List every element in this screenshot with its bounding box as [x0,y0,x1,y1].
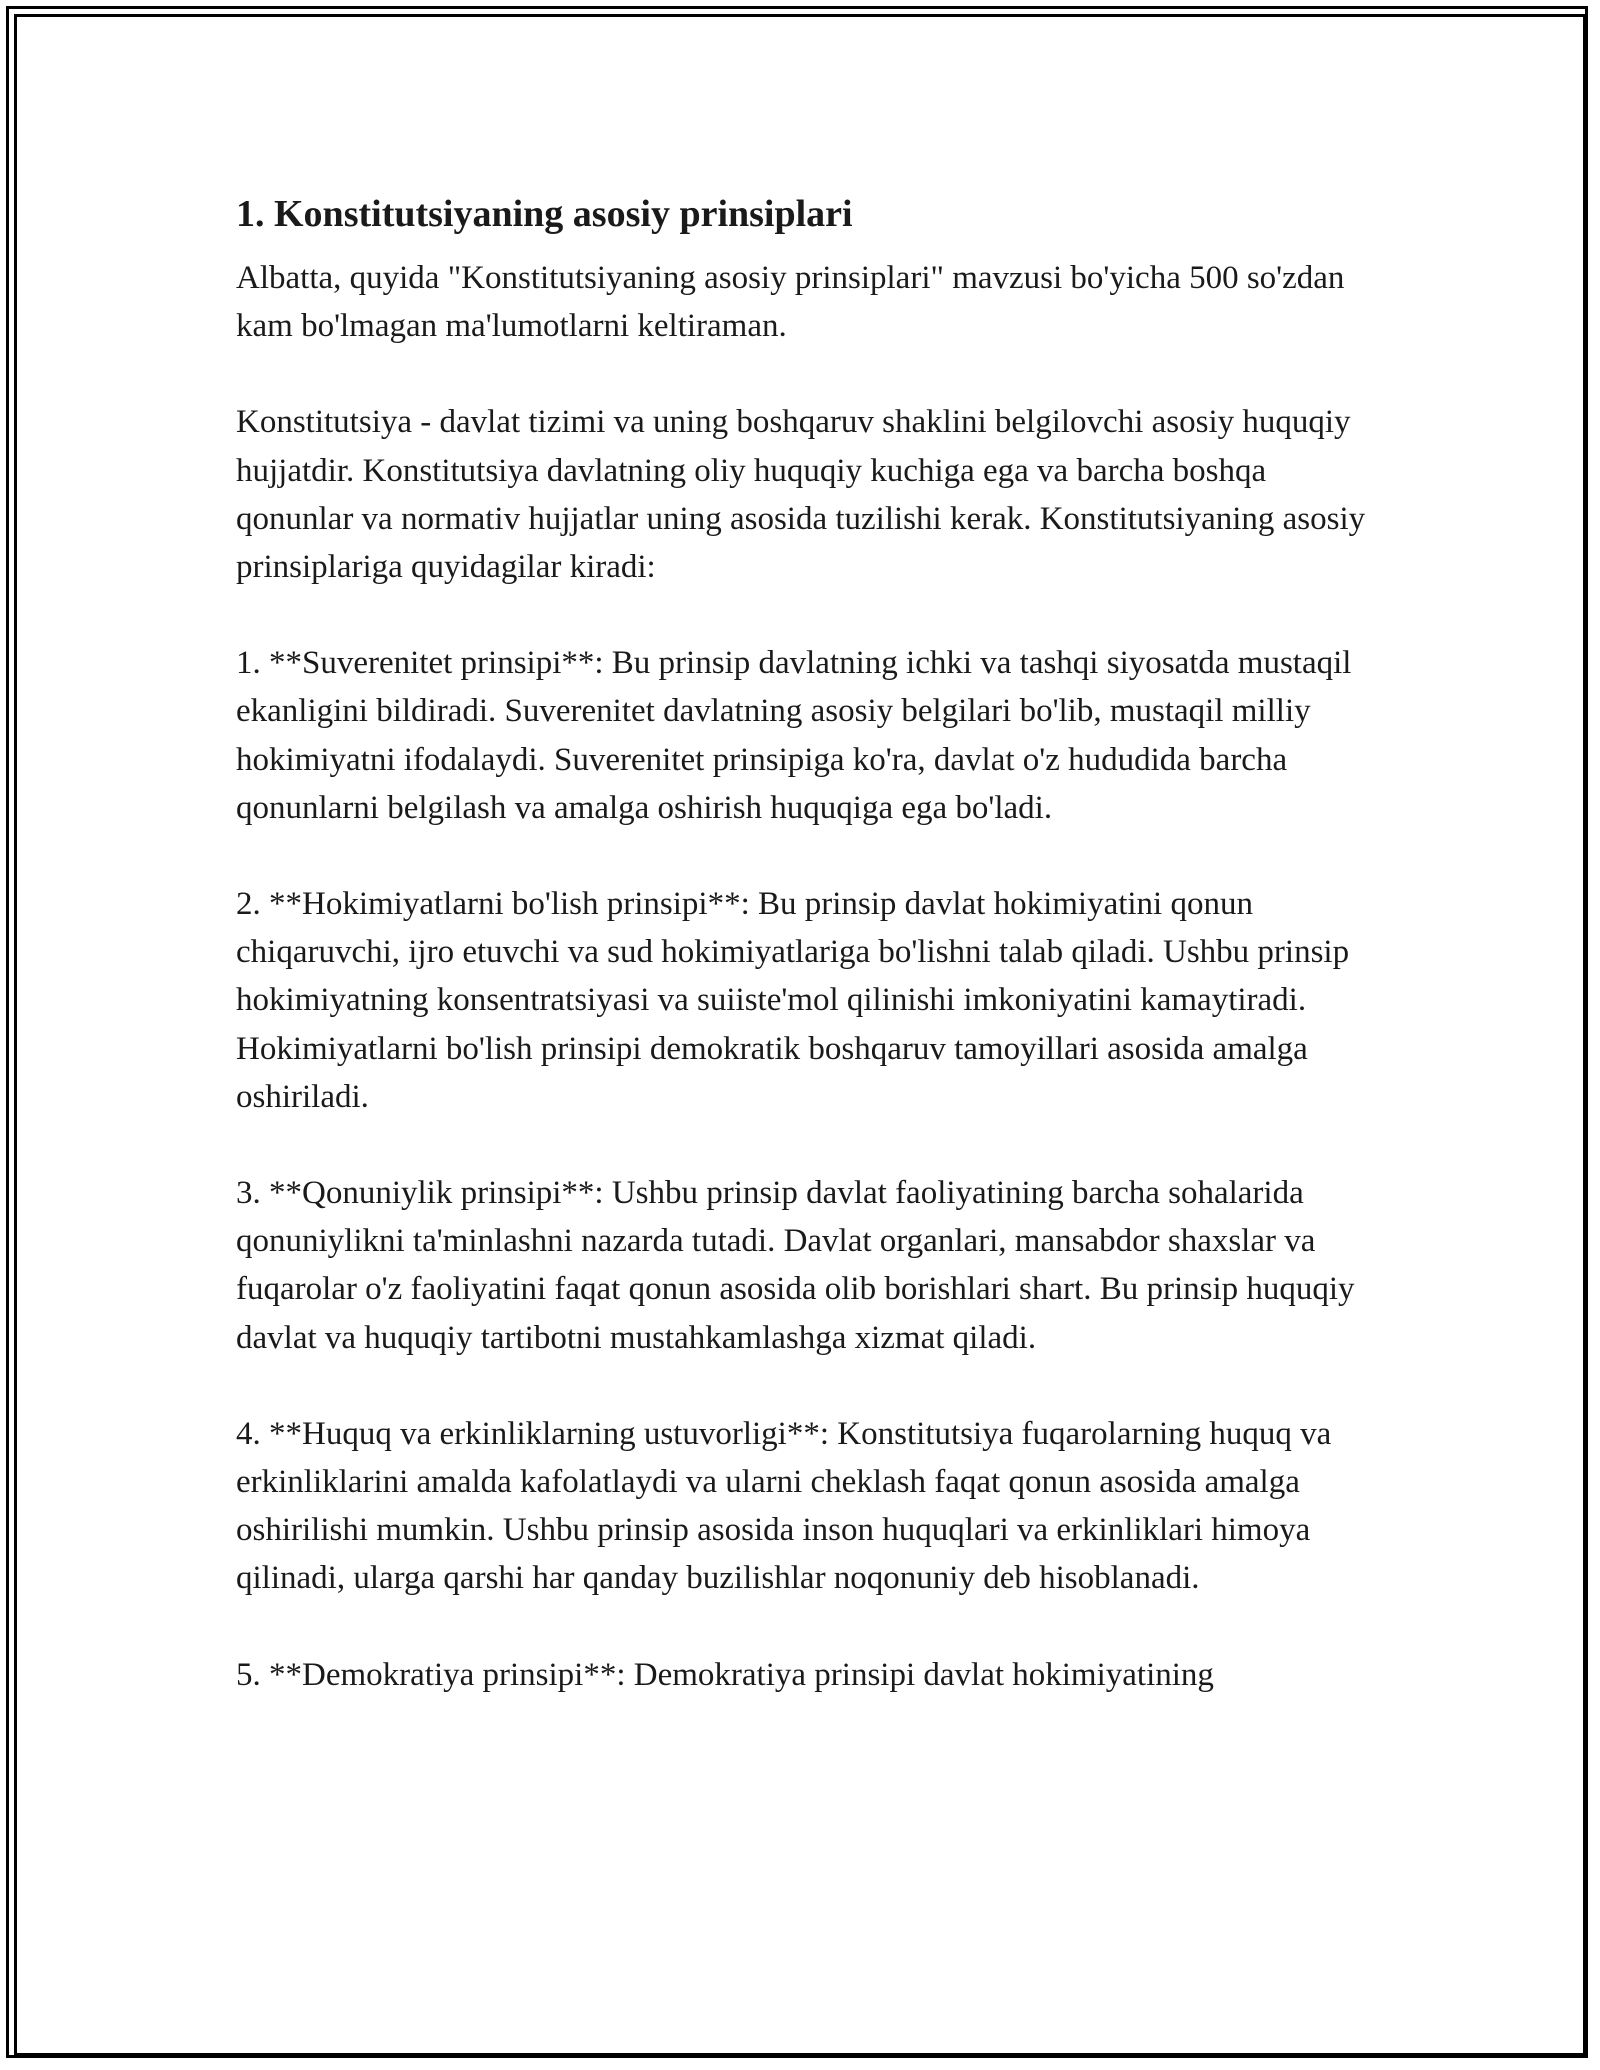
principle-democracy-paragraph: 5. **Demokratiya prinsipi**: Demokratiya prinsipi davlat hokimiyatining [236,1656,1214,1693]
document-body [236,188,1386,1747]
definition-paragraph: Konstitutsiya - davlat tizimi va uning boshqaruv shaklini belgilovchi asosiy huquqiy hujjatdir. Konstitutsiya davlatning oliy huquqiy kuchiga ega va barcha boshqa qonunlar va normativ hujjatlar uning asosida tuzilishi kerak. Konstitutsiyaning asosiy prinsiplariga quyidagilar kiradi: [236,404,1366,586]
principle-separation-of-powers-paragraph: 2. **Hokimiyatlarni bo'lish prinsipi**: Bu prinsip davlat hokimiyatini qonun chiqaruvchi, ijro etuvchi va sud hokimiyatlariga bo'lishni talab qiladi. Ushbu prinsip hokimiyatning konsentratsiyasi va suiiste'mol qilinishi imkoniyatini kamaytiradi. Hokimiyatlarni bo'lish prinsipi demokratik boshqaruv tamoyillari asosida amalga oshiriladi. [236,886,1350,1115]
intro-paragraph: Albatta, quyida "Konstitutsiyaning asosiy prinsiplari" mavzusi bo'yicha 500 so'zdan kam bo'lmagan ma'lumotlarni keltiraman. [236,260,1345,345]
principle-sovereignty-paragraph: 1. **Suverenitet prinsipi**: Bu prinsip davlatning ichki va tashqi siyosatda mustaqil ekanligini bildiradi. Suverenitet davlatning asosiy belgilari bo'lib, mustaqil milliy hokimiyatni ifodalaydi. Suverenitet prinsipiga ko'ra, davlat o'z hududida barcha qonunlarni belgilash va amalga oshirish huquqiga ega bo'ladi. [236,645,1352,826]
document-title: 1. Konstitutsiyaning asosiy prinsiplari [236,193,853,235]
principle-rights-priority-paragraph: 4. **Huquq va erkinliklarning ustuvorligi**: Konstitutsiya fuqarolarning huquq va erkinliklarini amalda kafolatlaydi va ularni cheklash faqat qonun asosida amalga oshirilishi mumkin. Ushbu prinsip asosida inson huquqlari va erkinliklari himoya qilinadi, ularga qarshi har qanday buzilishlar noqonuniy deb hisoblanadi. [236,1415,1332,1597]
principle-legality-paragraph: 3. **Qonuniylik prinsipi**: Ushbu prinsip davlat faoliyatining barcha sohalarida qonuniylikni ta'minlashni nazarda tutadi. Davlat organlari, mansabdor shaxslar va fuqarolar o'z faoliyatini faqat qonun asosida olib borishlari shart. Bu prinsip huquqiy davlat va huquqiy tartibotni mustahkamlashga xizmat qiladi. [236,1175,1355,1356]
